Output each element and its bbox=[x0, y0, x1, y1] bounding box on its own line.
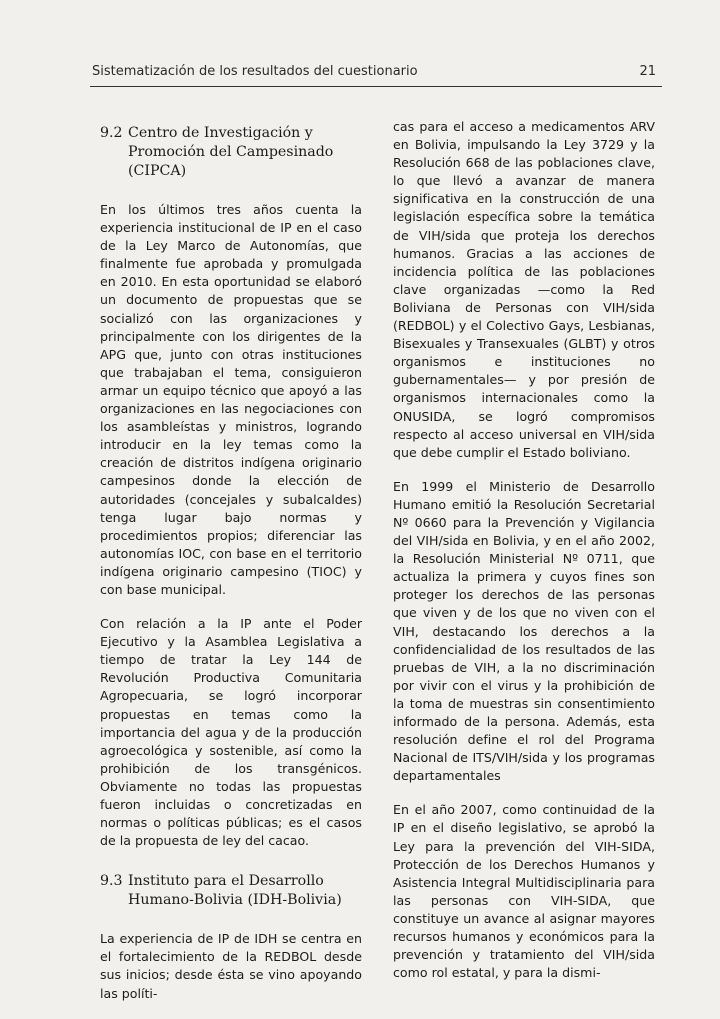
header-rule bbox=[90, 86, 662, 87]
running-header-title: Sistematización de los resultados del cuestionario bbox=[92, 64, 418, 79]
paragraph-split-start: La experiencia de IP de IDH se centra en el fortalecimiento de la REDBOL desde sus inicios; desde ésta se vino apoyando las políti- bbox=[100, 931, 362, 1001]
section-title: Centro de Investigación y Promoción del Campesinado (CIPCA) bbox=[128, 125, 334, 179]
section-number: 9.2 bbox=[100, 125, 123, 141]
section-heading-9-3 bbox=[100, 872, 362, 910]
paragraph: En el año 2007, como continuidad de la IP en el diseño legislativo, se aprobó la Ley para la prevención del VIH-SIDA, Protección de los Derechos Humanos y Asistencia Integral Multidisciplinaria para las personas con VIH-SIDA, que constituye un avance al asignar mayores recursos humanos y económicos para la prevención y tratamiento del VIH/sida como rol estatal, y para la dismi- bbox=[393, 802, 655, 981]
left-column bbox=[100, 118, 362, 1019]
right-column bbox=[393, 118, 655, 998]
page-number: 21 bbox=[639, 64, 656, 79]
section-title: Instituto para el Desarrollo Humano-Bolivia (IDH-Bolivia) bbox=[128, 873, 342, 909]
paragraph: Con relación a la IP ante el Poder Ejecutivo y la Asamblea Legislativa a tiempo de tratar la Ley 144 de Revolución Productiva Comunitaria Agropecuaria, se logró incorporar propuestas en temas como la importancia del agua y de la producción agroecológica y sostenible, así como la prohibición de los transgénicos. Obviamente no todas las propuestas fueron incluidas o concretizadas en normas o políticas públicas; es el casos de la propuesta de ley del cacao. bbox=[100, 616, 362, 849]
paragraph: En 1999 el Ministerio de Desarrollo Humano emitió la Resolución Secretarial Nº 0660 para la Prevención y Vigilancia del VIH/sida en Bolivia, y en el año 2002, la Resolución Ministerial Nº 0711, que actualiza la primera y cuyos fines son proteger los derechos de las personas que viven y de los que no viven con el VIH, destacando los derechos a la confidencialidad de los resultados de las pruebas de VIH, a la no discriminación por vivir con el virus y la prohibición de la toma de muestras sin consentimiento informado de la persona. Además, esta resolución define el rol del Programa Nacional de ITS/VIH/sida y los programas departamentales bbox=[393, 478, 655, 784]
paragraph: En los últimos tres años cuenta la experiencia institucional de IP en el caso de la Ley Marco de Autonomías, que finalmente fue aprobada y promulgada en 2010. En esta oportunidad se elaboró un documento de propuestas que se socializó con las organizaciones y principalmente con los dirigentes de la APG que, junto con otras instituciones que trabajaban el tema, consiguieron armar un equipo técnico que apoyó a las organizaciones en las negociaciones con los asambleístas y ministros, logrando introducir en la ley temas como la creación de distritos indígena originario campesinos donde la elección de autoridades (concejales y subalcaldes) tenga lugar bajo normas y procedimientos propios; diferenciar las autonomías IOC, con base en el territorio indígena originario campesino (TIOC) y con base municipal. bbox=[100, 202, 362, 597]
section-heading-9-2 bbox=[100, 124, 362, 181]
section-number: 9.3 bbox=[100, 873, 123, 890]
paragraph-split-continuation: cas para el acceso a medicamentos ARV en Bolivia, impulsando la Ley 3729 y la Resolución 668 de las poblaciones clave, lo que llevó a avanzar de manera significativa en la construcción de una legislación específica sobre la temática de VIH/sida que proteja los derechos humanos. Gracias a las acciones de incidencia política de las poblaciones clave organizadas —como la Red Boliviana de Personas con VIH/sida (REDBOL) y el Colectivo Gays, Lesbianas, Bisexuales y Transexuales (GLBT) y otros organismos e instituciones no gubernamentales— y por presión de organismos internacionales como la ONUSIDA, se logró compromisos respecto al acceso universal en VIH/sida que debe cumplir el Estado boliviano. bbox=[393, 119, 655, 460]
